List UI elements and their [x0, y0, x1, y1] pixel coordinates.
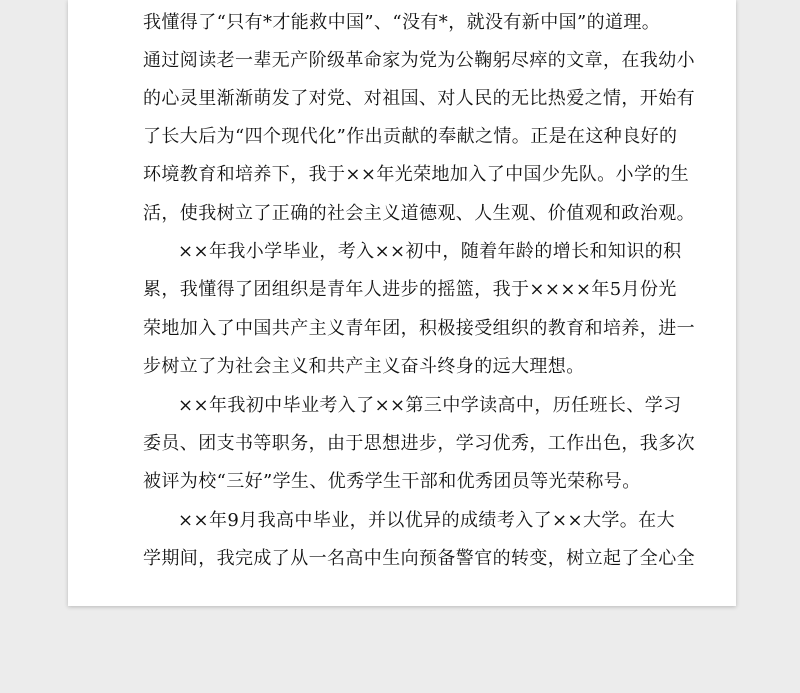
text-line: 委员、团支书等职务，由于思想进步，学习优秀，工作出色，我多次	[143, 433, 695, 454]
text-line: 了长大后为“四个现代化”作出贡献的奉献之情。正是在这种良好的	[143, 126, 678, 147]
paragraph-start-line: ××年我小学毕业，考入××初中，随着年龄的增长和知识的积	[178, 241, 682, 262]
paragraph-start-line: ××年我初中毕业考入了××第三中学读高中，历任班长、学习	[178, 395, 682, 416]
text-line: 累，我懂得了团组织是青年人进步的摇篮，我于××××年5月份光	[143, 279, 677, 300]
text-line: 通过阅读老一辈无产阶级革命家为党为公鞠躬尽瘁的文章，在我幼小	[143, 50, 695, 71]
text-line: 的心灵里渐渐萌发了对党、对祖国、对人民的无比热爱之情，开始有	[143, 88, 695, 109]
text-line: 环境教育和培养下，我于××年光荣地加入了中国少先队。小学的生	[143, 164, 690, 185]
document-page	[68, 0, 736, 606]
text-line: 荣地加入了中国共产主义青年团，积极接受组织的教育和培养，进一	[143, 318, 695, 339]
text-line: 步树立了为社会主义和共产主义奋斗终身的远大理想。	[143, 356, 585, 377]
text-line: 学期间，我完成了从一名高中生向预备警官的转变，树立起了全心全	[143, 548, 695, 569]
text-line: 我懂得了“只有*才能救中国”、“没有*，就没有新中国”的道理。	[143, 12, 661, 33]
paragraph-start-line: ××年9月我高中毕业，并以优异的成绩考入了××大学。在大	[178, 510, 675, 531]
text-line: 活，使我树立了正确的社会主义道德观、人生观、价值观和政治观。	[143, 203, 695, 224]
text-line: 被评为校“三好”学生、优秀学生干部和优秀团员等光荣称号。	[143, 471, 641, 492]
